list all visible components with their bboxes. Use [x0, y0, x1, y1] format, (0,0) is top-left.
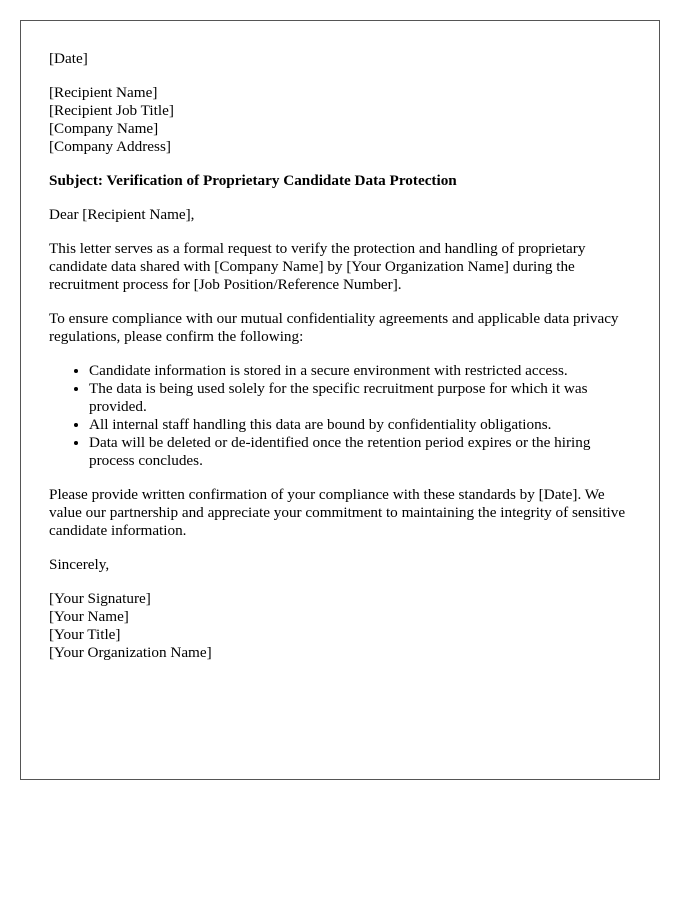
letter-page: [20, 20, 660, 780]
letter-paragraph-request: To ensure compliance with our mutual confidentiality agreements and applicable data privacy regulations, please confirm the following:: [49, 310, 619, 345]
letter-salutation: Dear [Recipient Name],: [49, 206, 195, 223]
list-item: • Data will be deleted or de-identified once the retention period expires or the hiring process concludes.: [89, 434, 631, 470]
letter-closing: Sincerely,: [49, 556, 110, 573]
letter-paragraph-intro: This letter serves as a formal request to verify the protection and handling of proprietary candidate data shared with [Company Name] by [Your Organization Name] during the recruitment process for [Job Position/Reference Number].: [49, 240, 586, 293]
sender-organization: [Your Organization Name]: [49, 644, 212, 661]
recipient-company: [Company Name]: [49, 120, 159, 137]
recipient-name: [Recipient Name]: [49, 84, 158, 101]
recipient-address: [Company Address]: [49, 138, 171, 155]
list-item: • All internal staff handling this data are bound by confidentiality obligations.: [89, 416, 631, 434]
confirmation-list: [49, 362, 631, 470]
recipient-block: [49, 84, 631, 156]
sender-name: [Your Name]: [49, 608, 129, 625]
signature-block: [49, 590, 631, 662]
list-item: • Candidate information is stored in a secure environment with restricted access.: [89, 362, 631, 380]
letter-subject: Subject: Verification of Proprietary Candidate Data Protection: [49, 172, 457, 189]
sender-title: [Your Title]: [49, 626, 121, 643]
letter-paragraph-closing: Please provide written confirmation of your compliance with these standards by [Date]. We value our partnership and appreciate your commitment to maintaining the integrity of sensitive candidate information.: [49, 486, 626, 539]
letter-date: [Date]: [49, 50, 88, 67]
list-item: • The data is being used solely for the specific recruitment purpose for which it was provided.: [89, 380, 631, 416]
recipient-job-title: [Recipient Job Title]: [49, 102, 174, 119]
signature-placeholder: [Your Signature]: [49, 590, 151, 607]
